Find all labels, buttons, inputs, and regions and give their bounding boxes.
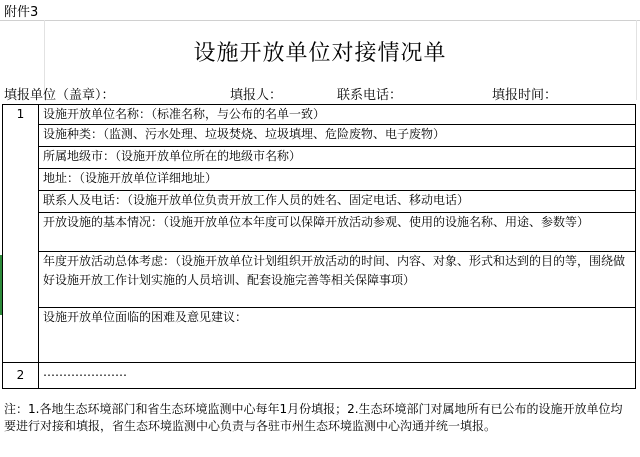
document-title: 设施开放单位对接情况单 [193, 41, 447, 66]
row-number: 1 [3, 105, 39, 363]
table-row [3, 308, 636, 363]
field-contact[interactable]: 联系人及电话：（设施开放单位负责开放工作人员的姓名、固定电话、移动电话） [39, 191, 636, 213]
footnote: 注：1.各地生态环境部门和省生态环境监测中心每年1月份填报；2.生态环境部门对属地所有已公布的设施开放单位均要进行对接和填报，省生态环境监测中心负责与各驻市州生态环境监测中心沟通并统一填报。 [4, 402, 623, 433]
sheet-top-gridline [0, 20, 640, 21]
table-row [3, 213, 636, 252]
field-annual-plan[interactable]: 年度开放活动总体考虑：（设施开放单位计划组织开放活动的时间、内容、对象、形式和达到的目的等，围绕做好设施开放工作计划实施的人员培训、配套设施完善等相关保障事项） [39, 252, 636, 308]
row2-content[interactable]: ………………… [39, 363, 636, 389]
field-unit-name[interactable]: 设施开放单位名称：（标准名称，与公布的名单一致） [39, 105, 636, 125]
time-label: 填报时间： [492, 88, 558, 103]
table-row [3, 169, 636, 191]
field-facility-type[interactable]: 设施种类：（监测、污水处理、垃圾焚烧、垃圾填埋、危险废物、电子废物） [39, 125, 636, 147]
table-row [3, 252, 636, 308]
table-row [3, 125, 636, 147]
field-basic-info[interactable]: 开放设施的基本情况：（设施开放单位本年度可以保障开放活动参观、使用的设施名称、用途、参数等） [39, 213, 636, 252]
field-city[interactable]: 所属地级市：（设施开放单位所在的地级市名称） [39, 147, 636, 169]
unit-label: 填报单位（盖章）： [4, 88, 115, 103]
field-address[interactable]: 地址：（设施开放单位详细地址） [39, 169, 636, 191]
row-number: 2 [3, 363, 39, 389]
attachment-label: 附件3 [4, 5, 39, 20]
connection-table [2, 104, 636, 389]
field-difficulties[interactable]: 设施开放单位面临的困难及意见建议： [39, 308, 636, 363]
table-row [3, 191, 636, 213]
table-row [3, 363, 636, 389]
person-label: 填报人： [230, 88, 283, 103]
phone-label: 联系电话： [337, 88, 403, 103]
table-row [3, 147, 636, 169]
table-row [3, 105, 636, 125]
